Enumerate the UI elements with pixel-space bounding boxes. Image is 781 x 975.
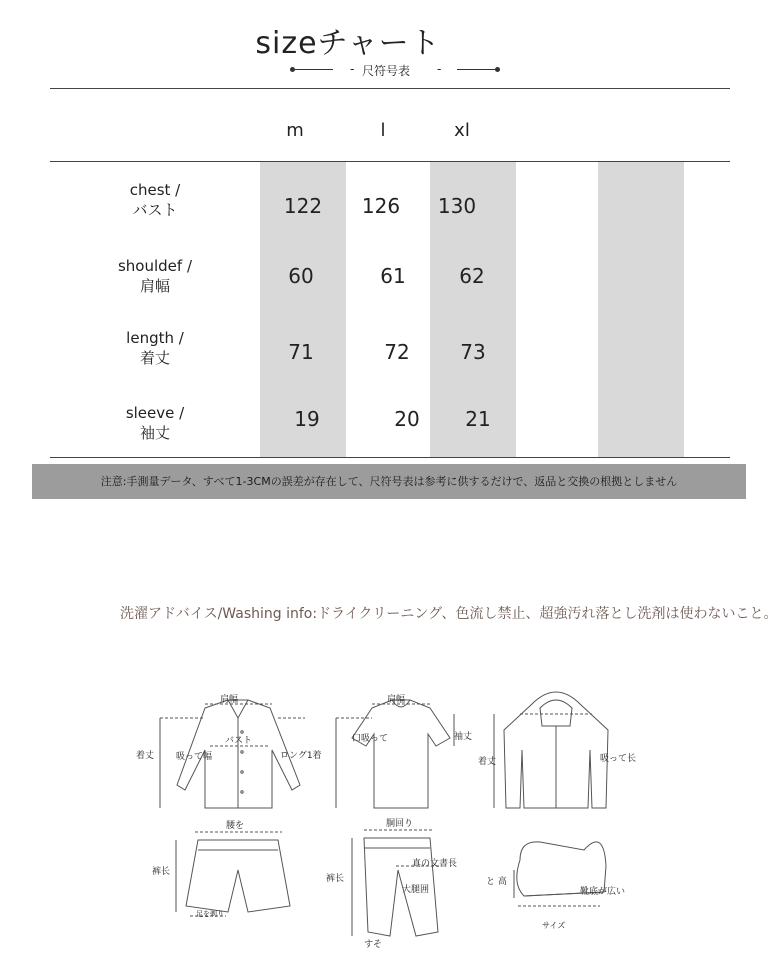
- page-title: sizeチャート: [255, 26, 441, 61]
- subtitle: 尺符号表: [362, 64, 411, 78]
- measurement-note: 注意:手測量データ、すべて1-3CMの誤差が存在して、尺符号表は参考に供するだけで、返品と交換の根拠としません: [100, 475, 678, 488]
- label-shorts-length: 裤长: [152, 867, 171, 877]
- cell-shoulder-xl: 62: [459, 264, 485, 288]
- label-pants-front-rise: 真の文書長: [412, 859, 458, 869]
- row-label-shoulder: [80, 256, 230, 296]
- label-jacket-length: 着丈: [478, 757, 497, 767]
- label-shirt-bust: バスト: [225, 736, 253, 746]
- row-label-en: chest /: [129, 181, 181, 199]
- cell-shoulder-m: 60: [288, 264, 314, 288]
- label-shirt-chest: 吸って幅: [176, 752, 213, 762]
- cell-chest-l: 126: [361, 194, 401, 218]
- column-header-l: l: [380, 120, 386, 141]
- cell-length-m: 71: [288, 340, 314, 364]
- row-label-jp: 着丈: [139, 349, 170, 367]
- label-pants-waist: 胴回り: [386, 819, 414, 829]
- label-jacket-sleeve: 吸って长: [600, 754, 637, 764]
- label-shorts-hem: 足を剃り: [196, 910, 224, 918]
- table-top-rule: [50, 88, 730, 89]
- cell-chest-m: 122: [283, 194, 323, 218]
- jacket-illustration-icon: [494, 692, 608, 808]
- label-pants-thigh: 大腿囲: [402, 885, 430, 895]
- decor-line-left: [293, 69, 333, 70]
- table-bottom-rule: [50, 457, 730, 458]
- label-shorts-waist: 腰を: [226, 821, 245, 831]
- column-shade-extra: [598, 162, 684, 457]
- cell-chest-xl: 130: [437, 194, 477, 218]
- decor-dot-right: [495, 67, 500, 72]
- row-label-chest: [80, 180, 230, 220]
- label-shoe-size: サイズ: [542, 921, 566, 930]
- tshirt-illustration-icon: [336, 700, 454, 808]
- column-header-m: m: [286, 120, 304, 141]
- label-pants-hem: すそ: [364, 940, 383, 950]
- label-tshirt-neck: 口吸って: [352, 734, 389, 744]
- shorts-illustration-icon: [176, 832, 290, 916]
- decor-line-right: [457, 69, 497, 70]
- cell-length-l: 72: [384, 340, 410, 364]
- label-pants-length: 裤长: [326, 874, 345, 884]
- cell-sleeve-l: 20: [394, 407, 420, 431]
- cell-sleeve-m: 19: [294, 407, 320, 431]
- row-label-jp: 肩幅: [139, 277, 170, 295]
- label-shirt-length: 着丈: [136, 751, 155, 761]
- row-label-jp: 袖丈: [139, 424, 170, 442]
- column-header-xl: xl: [454, 120, 470, 141]
- cell-sleeve-xl: 21: [465, 407, 491, 431]
- row-label-en: length /: [126, 329, 184, 347]
- label-tshirt-sleeve: 袖丈: [454, 732, 473, 742]
- label-shoe-sole: 靴底が広い: [580, 887, 626, 897]
- label-shirt-sleeve: ロング1着: [280, 751, 322, 761]
- cell-shoulder-l: 61: [380, 264, 406, 288]
- row-label-length: [80, 328, 230, 368]
- cell-length-xl: 73: [460, 340, 486, 364]
- row-label-jp: バスト: [132, 201, 178, 219]
- label-shoe-heel: と 高: [486, 877, 507, 887]
- label-tshirt-shoulder: 肩幅: [387, 695, 406, 705]
- row-label-en: sleeve /: [125, 404, 185, 422]
- subtitle-dash-left: -: [350, 62, 355, 76]
- row-label-sleeve: [80, 403, 230, 443]
- subtitle-dash-right: -: [437, 62, 442, 76]
- row-label-en: shouldef /: [117, 257, 193, 275]
- washing-info: 洗濯アドバイス/Washing info:ドライクリーニング、色流し禁止、超強汚れ落とし洗剤は使わないこと。: [120, 606, 778, 622]
- label-shirt-shoulder: 肩幅: [220, 695, 239, 705]
